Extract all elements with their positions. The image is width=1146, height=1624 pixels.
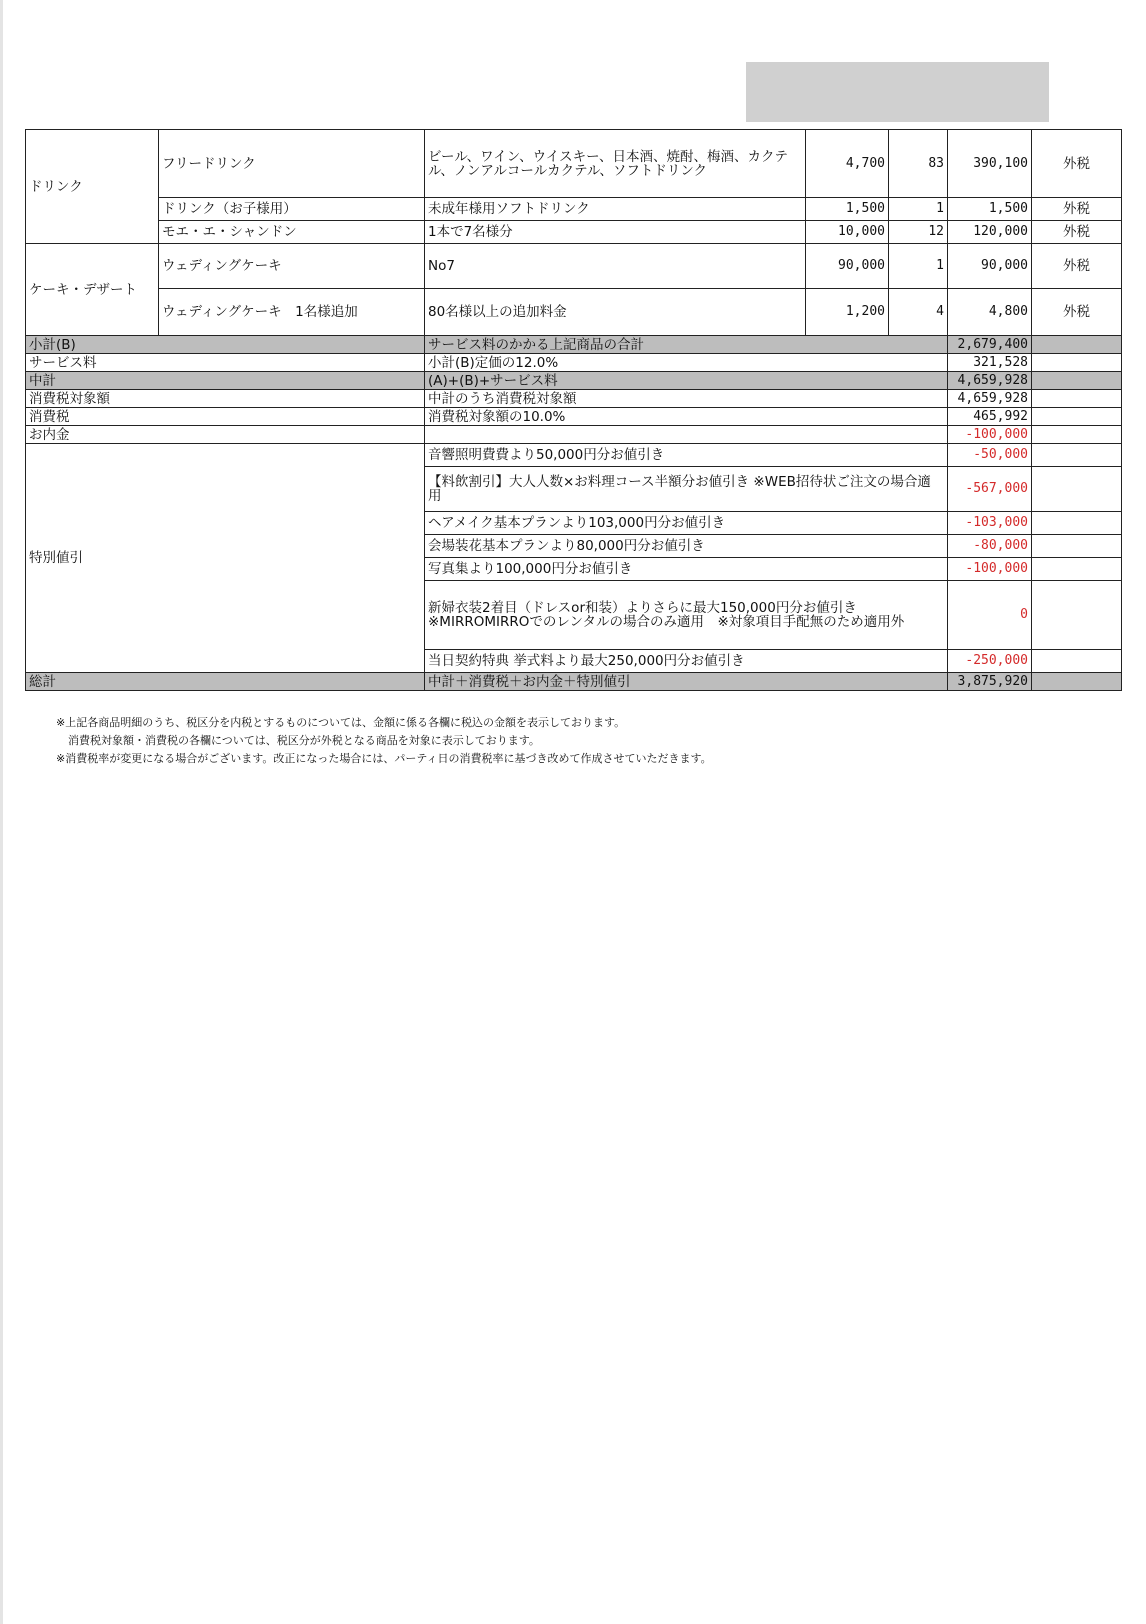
discount-description: 【料飲割引】大人人数×お料理コース半額分お値引き ※WEB招待状ご注文の場合適用 [425,467,948,512]
discount-amount: -567,000 [948,467,1032,512]
summary-amount: 321,528 [948,354,1032,372]
discount-description: 写真集より100,000円分お値引き [425,558,948,581]
summary-blank [1032,336,1122,354]
item-unit-price: 10,000 [806,221,889,244]
summary-description: 小計(B)定価の12.0% [425,354,948,372]
discount-amount: -250,000 [948,650,1032,673]
item-name: ウェディングケーキ 1名様追加 [159,289,425,336]
total-blank [1032,673,1122,691]
summary-label: 消費税対象額 [26,390,425,408]
item-qty: 1 [889,244,948,289]
item-category: ケーキ・デザート [26,244,159,336]
item-row [26,289,1122,336]
summary-blank [1032,354,1122,372]
summary-description: 中計のうち消費税対象額 [425,390,948,408]
summary-blank [1032,372,1122,390]
discount-description: 会場装花基本プランより80,000円分お値引き [425,535,948,558]
item-description: No7 [425,244,806,289]
summary-row [26,336,1122,354]
summary-label: お内金 [26,426,425,444]
summary-amount: 465,992 [948,408,1032,426]
summary-row [26,390,1122,408]
item-tax: 外税 [1032,130,1122,198]
total-label: 総計 [26,673,425,691]
summary-row [26,408,1122,426]
total-description: 中計＋消費税＋お内金＋特別値引 [425,673,948,691]
item-row [26,221,1122,244]
summary-amount: 4,659,928 [948,372,1032,390]
footnote: ※消費税率が変更になる場合がございます。改正になった場合には、パーティ日の消費税率に基づき改めて作成させていただきます。 [56,752,712,765]
summary-label: 中計 [26,372,425,390]
discount-amount: -50,000 [948,444,1032,467]
discount-blank [1032,467,1122,512]
summary-label: サービス料 [26,354,425,372]
total-row [26,673,1122,691]
item-description: ビール、ワイン、ウイスキー、日本酒、焼酎、梅酒、カクテル、ノンアルコールカクテル、ソフトドリンク [425,130,806,198]
discount-label: 特別値引 [26,444,425,673]
item-qty: 12 [889,221,948,244]
item-amount: 90,000 [948,244,1032,289]
discount-blank [1032,558,1122,581]
item-category: ドリンク [26,130,159,244]
discount-blank [1032,581,1122,650]
footnote: 消費税対象額・消費税の各欄については、税区分が外税となる商品を対象に表示しております。 [68,734,540,747]
item-description: 80名様以上の追加料金 [425,289,806,336]
item-row [26,244,1122,289]
item-amount: 1,500 [948,198,1032,221]
summary-amount: 4,659,928 [948,390,1032,408]
item-description: 未成年様用ソフトドリンク [425,198,806,221]
item-name: ドリンク（お子様用） [159,198,425,221]
item-unit-price: 4,700 [806,130,889,198]
summary-label: 消費税 [26,408,425,426]
discount-description: 音響照明費費より50,000円分お値引き [425,444,948,467]
discount-amount: -103,000 [948,512,1032,535]
summary-description [425,426,948,444]
item-amount: 120,000 [948,221,1032,244]
discount-blank [1032,535,1122,558]
summary-blank [1032,408,1122,426]
item-tax: 外税 [1032,221,1122,244]
item-row [26,130,1122,198]
item-name: ウェディングケーキ [159,244,425,289]
summary-blank [1032,390,1122,408]
summary-row [26,372,1122,390]
item-amount: 390,100 [948,130,1032,198]
item-name: フリードリンク [159,130,425,198]
item-unit-price: 90,000 [806,244,889,289]
discount-amount: -100,000 [948,558,1032,581]
discount-blank [1032,650,1122,673]
discount-description: ヘアメイク基本プランより103,000円分お値引き [425,512,948,535]
summary-row [26,354,1122,372]
item-qty: 1 [889,198,948,221]
item-tax: 外税 [1032,244,1122,289]
discount-amount: 0 [948,581,1032,650]
item-row [26,198,1122,221]
item-unit-price: 1,200 [806,289,889,336]
summary-row [26,426,1122,444]
footnotes [56,714,712,768]
summary-blank [1032,426,1122,444]
redacted-block [746,62,1049,122]
estimate-table [25,129,1122,691]
page-edge [0,0,3,1624]
item-tax: 外税 [1032,289,1122,336]
discount-description: 当日契約特典 挙式料より最大250,000円分お値引き [425,650,948,673]
total-amount: 3,875,920 [948,673,1032,691]
discount-blank [1032,512,1122,535]
item-qty: 4 [889,289,948,336]
summary-description: サービス料のかかる上記商品の合計 [425,336,948,354]
discount-blank [1032,444,1122,467]
summary-label: 小計(B) [26,336,425,354]
item-unit-price: 1,500 [806,198,889,221]
summary-amount: 2,679,400 [948,336,1032,354]
item-amount: 4,800 [948,289,1032,336]
item-name: モエ・エ・シャンドン [159,221,425,244]
item-tax: 外税 [1032,198,1122,221]
footnote: ※上記各商品明細のうち、税区分を内税とするものについては、金額に係る各欄に税込の金額を表示しております。 [56,716,626,729]
item-qty: 83 [889,130,948,198]
summary-description: (A)+(B)+サービス料 [425,372,948,390]
summary-amount: -100,000 [948,426,1032,444]
item-description: 1本で7名様分 [425,221,806,244]
discount-amount: -80,000 [948,535,1032,558]
summary-description: 消費税対象額の10.0% [425,408,948,426]
discount-description: 新婦衣装2着目（ドレスor和装）よりさらに最大150,000円分お値引き※MIRROMIRROでのレンタルの場合のみ適用 ※対象項目手配無のため適用外 [425,581,948,650]
discount-row [26,444,1122,467]
